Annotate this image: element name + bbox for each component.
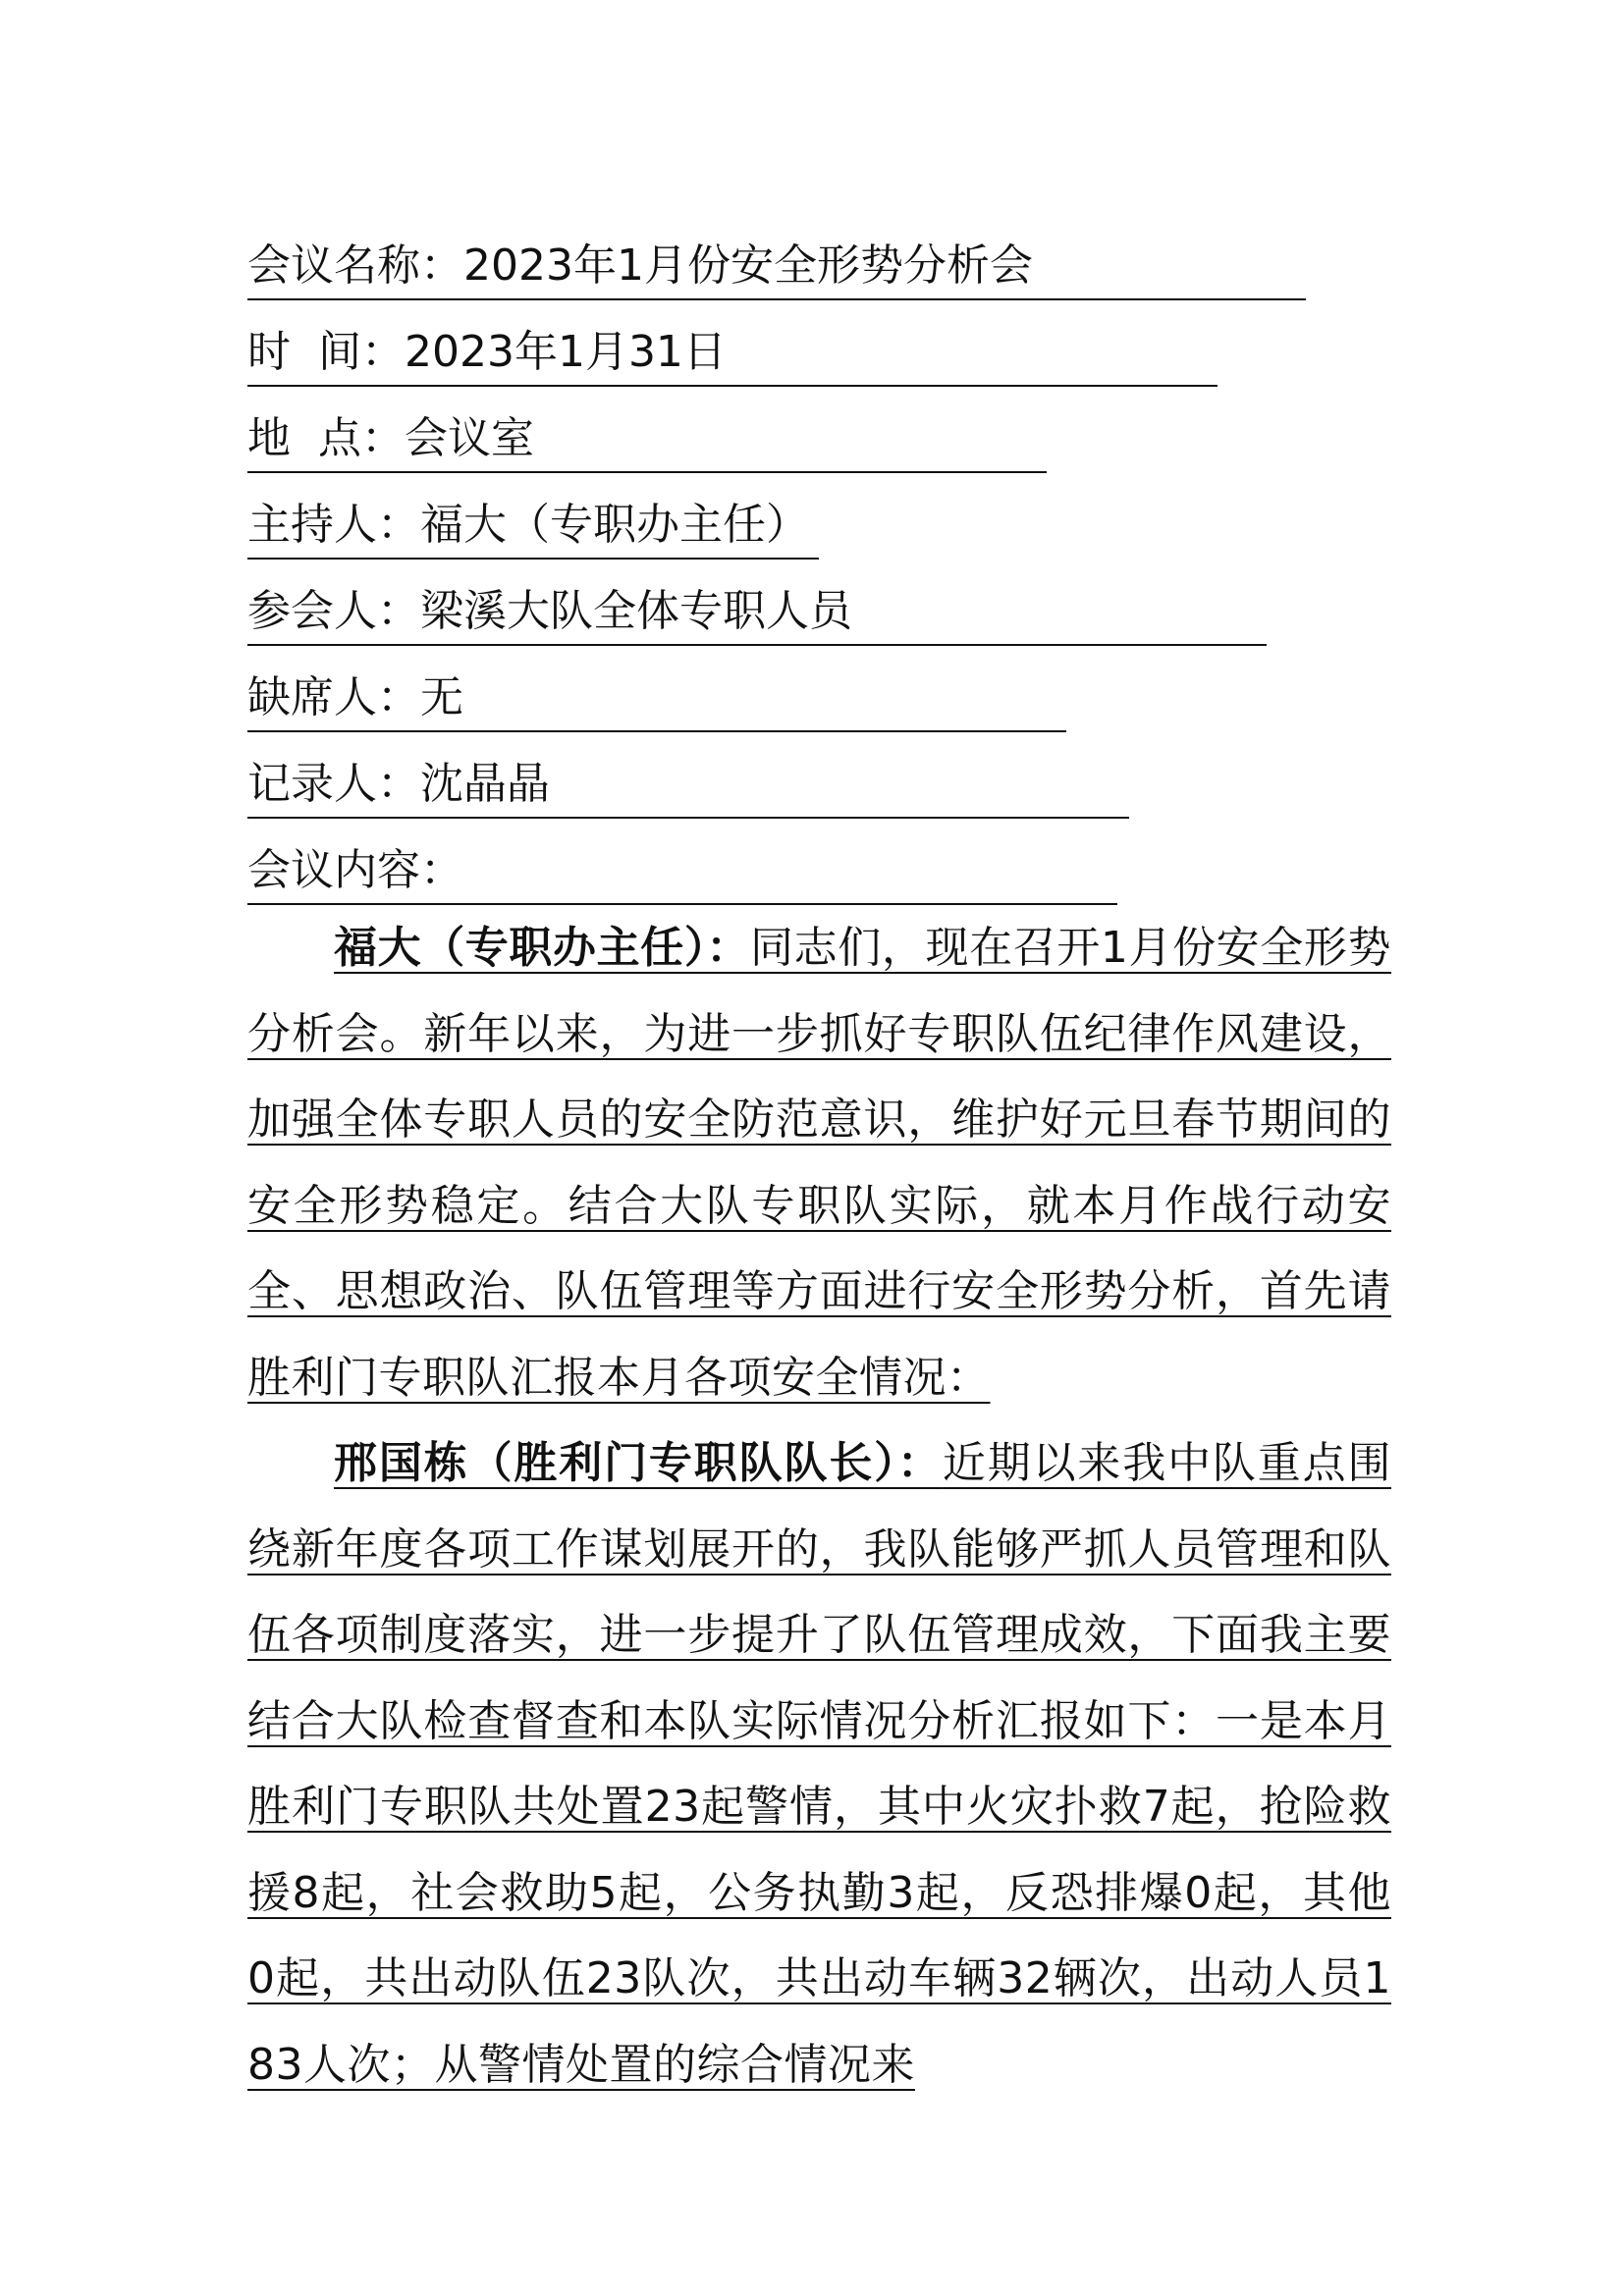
meeting-time: 时 间：2023年1月31日 (247, 327, 727, 377)
meeting-recorder: 记录人：沈晶晶 (247, 759, 550, 809)
meeting-location-line (247, 404, 1047, 473)
speaker-director: 福大（专职办主任）： (334, 923, 751, 973)
meeting-absent: 缺席人：无 (247, 672, 463, 722)
meeting-host-line (247, 491, 819, 560)
meeting-recorder-line (247, 750, 1129, 819)
meeting-location: 地 点：会议室 (247, 413, 534, 463)
meeting-name: 会议名称：2023年1月份安全形势分析会 (247, 240, 1033, 291)
speaker-captain: 邢国栋（胜利门专职队队长）： (334, 1438, 943, 1488)
paragraph-captain (247, 1420, 1391, 2108)
paragraph-director (247, 905, 1391, 1420)
meeting-attendees: 参会人：梁溪大队全体专职人员 (247, 586, 852, 636)
meeting-attendees-line (247, 577, 1267, 646)
paragraph-director-text: 同志们，现在召开1月份安全形势分析会。新年以来，为进一步抓好专职队伍纪律作风建设，加强全体专职人员的安全防范意识，维护好元旦春节期间的安全形势稳定。结合大队专职队实际，就本月作战行动安全、思想政治、队伍管理等方面进行安全形势分析，首先请胜利门专职队汇报本月各项安全情况： (247, 923, 1391, 1403)
meeting-name-line (247, 232, 1306, 300)
meeting-content (247, 905, 1391, 2108)
meeting-absent-line (247, 664, 1066, 732)
paragraph-captain-text: 近期以来我中队重点围绕新年度各项工作谋划展开的，我队能够严抓人员管理和队伍各项制度落实，进一步提升了队伍管理成效，下面我主要结合大队检查督查和本队实际情况分析汇报如下：一是本月胜利门专职队共处置23起警情，其中火灾扑救7起，抢险救援8起，社会救助5起，公务执勤3起，反恐排爆0起，其他0起，共出动队伍23队次，共出动车辆32辆次，出动人员183人次；从警情处置的综合情况来 (247, 1438, 1392, 2090)
meeting-content-label: 会议内容： (247, 845, 463, 895)
meeting-time-line (247, 318, 1218, 387)
meeting-host: 主持人：福大（专职办主任） (247, 500, 809, 550)
meeting-content-label-line (247, 836, 1117, 905)
